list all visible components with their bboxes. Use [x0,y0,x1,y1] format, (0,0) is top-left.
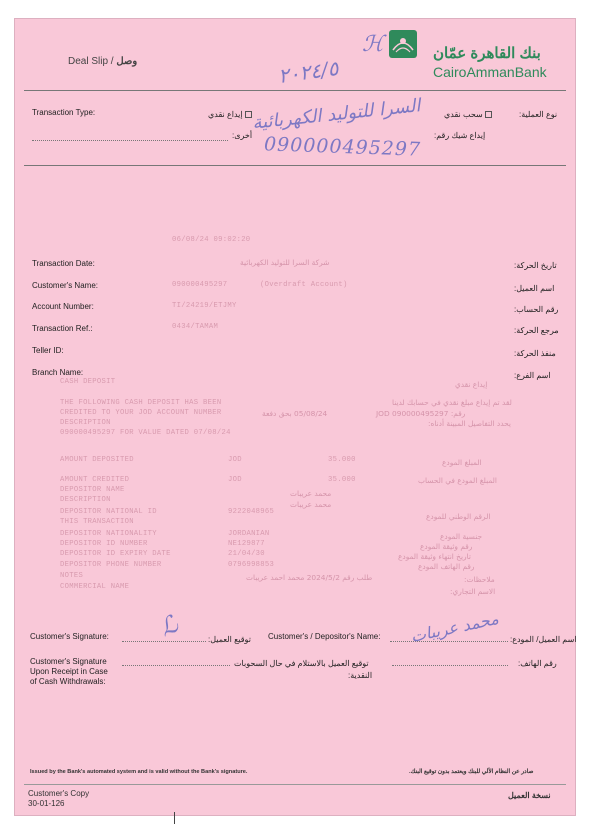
printed-customer-number: 090000495297 [172,281,228,289]
depositor-nationality-label: DEPOSITOR NATIONALITY [60,530,157,538]
form-number: 30-01-126 [28,799,65,808]
depositor-id-number-label-ar: رقم وثيقة المودع [420,542,473,551]
description-label: DESCRIPTION [60,496,111,504]
notes-value: طلب رقم 2024/5/2 محمد احمد عريبات [246,573,373,582]
cash-deposit-label: إيداع نقدي [208,110,243,119]
receipt-signature-label-ar-1: توقيع العميل بالاستلام في حال السحوبات [234,659,369,668]
customer-signature-label: Customer's Signature: [30,632,109,641]
customer-name-label-ar: اسم العميل: [514,284,555,293]
teller-id-label-ar: منفذ الحركة: [514,349,556,358]
description-value: محمد عريبات [290,500,332,509]
printed-customer-name-ar: شركة السرا للتوليد الكهربائية [240,258,330,267]
amount-credited-label: AMOUNT CREDITED [60,476,130,484]
printed-line-3-ar: يحدد التفاصيل المبينة أدناه: [428,419,511,428]
customer-copy-label: Customer's Copy [28,789,90,798]
cash-withdrawal-label: سحب نقدي [444,110,483,119]
other-field-line [32,140,228,141]
printed-datetime: 06/08/24 09:02:20 [172,236,251,244]
slip-title [68,56,137,67]
depositor-phone-value: 0796998853 [228,561,275,569]
depositor-national-id-label: DEPOSITOR NATIONAL ID [60,508,157,516]
account-number-label: Account Number: [32,302,94,311]
depositor-name-sig-label-ar: اسم العميل/ المودع: [510,635,577,644]
transaction-type-label-ar: نوع العملية: [519,110,558,119]
transaction-date-label-ar: تاريخ الحركة: [514,261,557,270]
amount-credited-label-ar: المبلغ المودع في الحساب [418,476,497,485]
other-label: أخرى: [232,131,253,140]
amount-credited-currency: JOD [228,476,242,484]
commercial-name-label-ar: الاسم التجاري: [450,587,496,596]
depositor-nationality-value: JORDANIAN [228,530,270,538]
printed-line-3: DESCRIPTION [60,419,111,427]
customer-signature-label-ar: توقيع العميل: [208,635,251,644]
depositor-name-value: محمد عريبات [290,489,332,498]
customer-name-label: Customer's Name: [32,281,98,290]
handwritten-cheque-number: 090000495297 [263,133,422,161]
amount-deposited-label-ar: المبلغ المودع [442,458,482,467]
printed-account-number: TI/24219/ETJMY [172,302,237,310]
depositor-phone-label: DEPOSITOR PHONE NUMBER [60,561,162,569]
bottom-mark [174,812,175,824]
cash-deposit-option[interactable] [208,110,254,119]
amount-deposited-value: 35.000 [328,456,356,464]
printed-account-type: (Overdraft Account) [260,281,348,289]
this-transaction-label: THIS TRANSACTION [60,518,134,526]
printed-line-2: CREDITED TO YOUR JOD ACCOUNT NUMBER [60,409,222,417]
customer-signature-scribble: ℒ [154,609,183,643]
depositor-nationality-label-ar: جنسية المودع [440,532,483,541]
amount-deposited-currency: JOD [228,456,242,464]
depositor-id-number-value: NE129877 [228,540,265,548]
printed-line-1-ar: لقد تم إيداع مبلغ نقدي في حسابك لدينا [392,398,512,407]
teller-id-label: Teller ID: [32,346,64,355]
notes-label: NOTES [60,572,84,580]
cash-withdrawal-checkbox[interactable] [485,111,492,118]
printed-transaction-ref: 0434/TAMAM [172,323,219,331]
commercial-name-label: COMMERCIAL NAME [60,583,130,591]
cash-withdrawal-option[interactable] [444,110,494,119]
printed-line-2-ar: رقم: JOD 090000495297 [376,409,466,418]
bank-name-en: CairoAmmanBank [433,64,547,80]
handwritten-depositor-signature: محمد عريبات [408,608,501,647]
handwritten-top-scribble: ٢٠٢٤/٥ [276,55,340,89]
receipt-signature-label-ar-2: النقدية: [348,671,373,680]
depositor-id-expiry-value: 21/04/30 [228,550,265,558]
depositor-name-sig-label: Customer's / Depositor's Name: [268,632,381,641]
bank-logo-icon [389,30,417,58]
notes-label-ar: ملاحظات: [464,575,495,584]
amount-credited-value: 35.000 [328,476,356,484]
cheque-deposit-label: إيداع شيك رقم: [434,131,486,140]
issued-note-ar: صادر عن النظام الآلي للبنك ويعتمد بدون توقيع البنك. [409,769,534,775]
slip-title-ar: وصل [116,56,138,67]
depositor-id-number-label: DEPOSITOR ID NUMBER [60,540,148,548]
branch-name-label: Branch Name: [32,368,84,377]
depositor-phone-label-ar: رقم الهاتف المودع [418,562,475,571]
printed-cash-deposit: CASH DEPOSIT [60,378,116,386]
section-rule [24,165,566,166]
handwritten-mark: ℋ [362,32,384,57]
transaction-ref-label: Transaction Ref.: [32,324,93,333]
slip-title-en: Deal Slip / [68,56,114,67]
handwritten-customer-name: السرا للتوليد الكهربائية [251,95,422,134]
transaction-ref-label-ar: مرجع الحركة: [514,326,559,335]
depositor-id-expiry-label-ar: تاريخ انتهاء وثيقة المودع [398,552,471,561]
depositor-id-expiry-label: DEPOSITOR ID EXPIRY DATE [60,550,171,558]
depositor-name-line[interactable] [390,641,508,642]
receipt-signature-line[interactable] [122,665,230,666]
receipt-signature-label-1: Customer's Signature [30,657,107,666]
depositor-national-id-value: 9222048965 [228,508,275,516]
depositor-national-id-label-ar: الرقم الوطني للمودع [426,512,491,521]
depositor-name-label: DEPOSITOR NAME [60,486,125,494]
amount-deposited-label: AMOUNT DEPOSITED [60,456,134,464]
transaction-date-label: Transaction Date: [32,259,95,268]
receipt-signature-label-2: Upon Receipt in Case [30,667,108,676]
phone-line[interactable] [392,665,508,666]
printed-line-2-mid: 05/08/24 بحق دفعة [262,409,328,418]
customer-signature-line[interactable] [122,641,206,642]
printed-cash-deposit-ar: إيداع نقدي [455,380,488,389]
header-rule [24,90,566,91]
printed-line-1: THE FOLLOWING CASH DEPOSIT HAS BEEN [60,399,222,407]
issued-note: Issued by the Bank's automated system and is valid without the Bank's signature. [30,769,248,775]
account-number-label-ar: رقم الحساب: [514,305,559,314]
customer-copy-label-ar: نسخة العميل [508,791,551,800]
receipt-signature-label-3: of Cash Withdrawals: [30,677,106,686]
footer-rule [24,784,566,785]
bank-name-ar: بنك القاهرة عمّان [433,45,541,62]
transaction-type-label: Transaction Type: [32,108,96,117]
phone-label-ar: رقم الهاتف: [518,659,557,668]
branch-name-label-ar: اسم الفرع: [514,371,551,380]
printed-line-4: 090000495297 FOR VALUE DATED 07/08/24 [60,429,231,437]
